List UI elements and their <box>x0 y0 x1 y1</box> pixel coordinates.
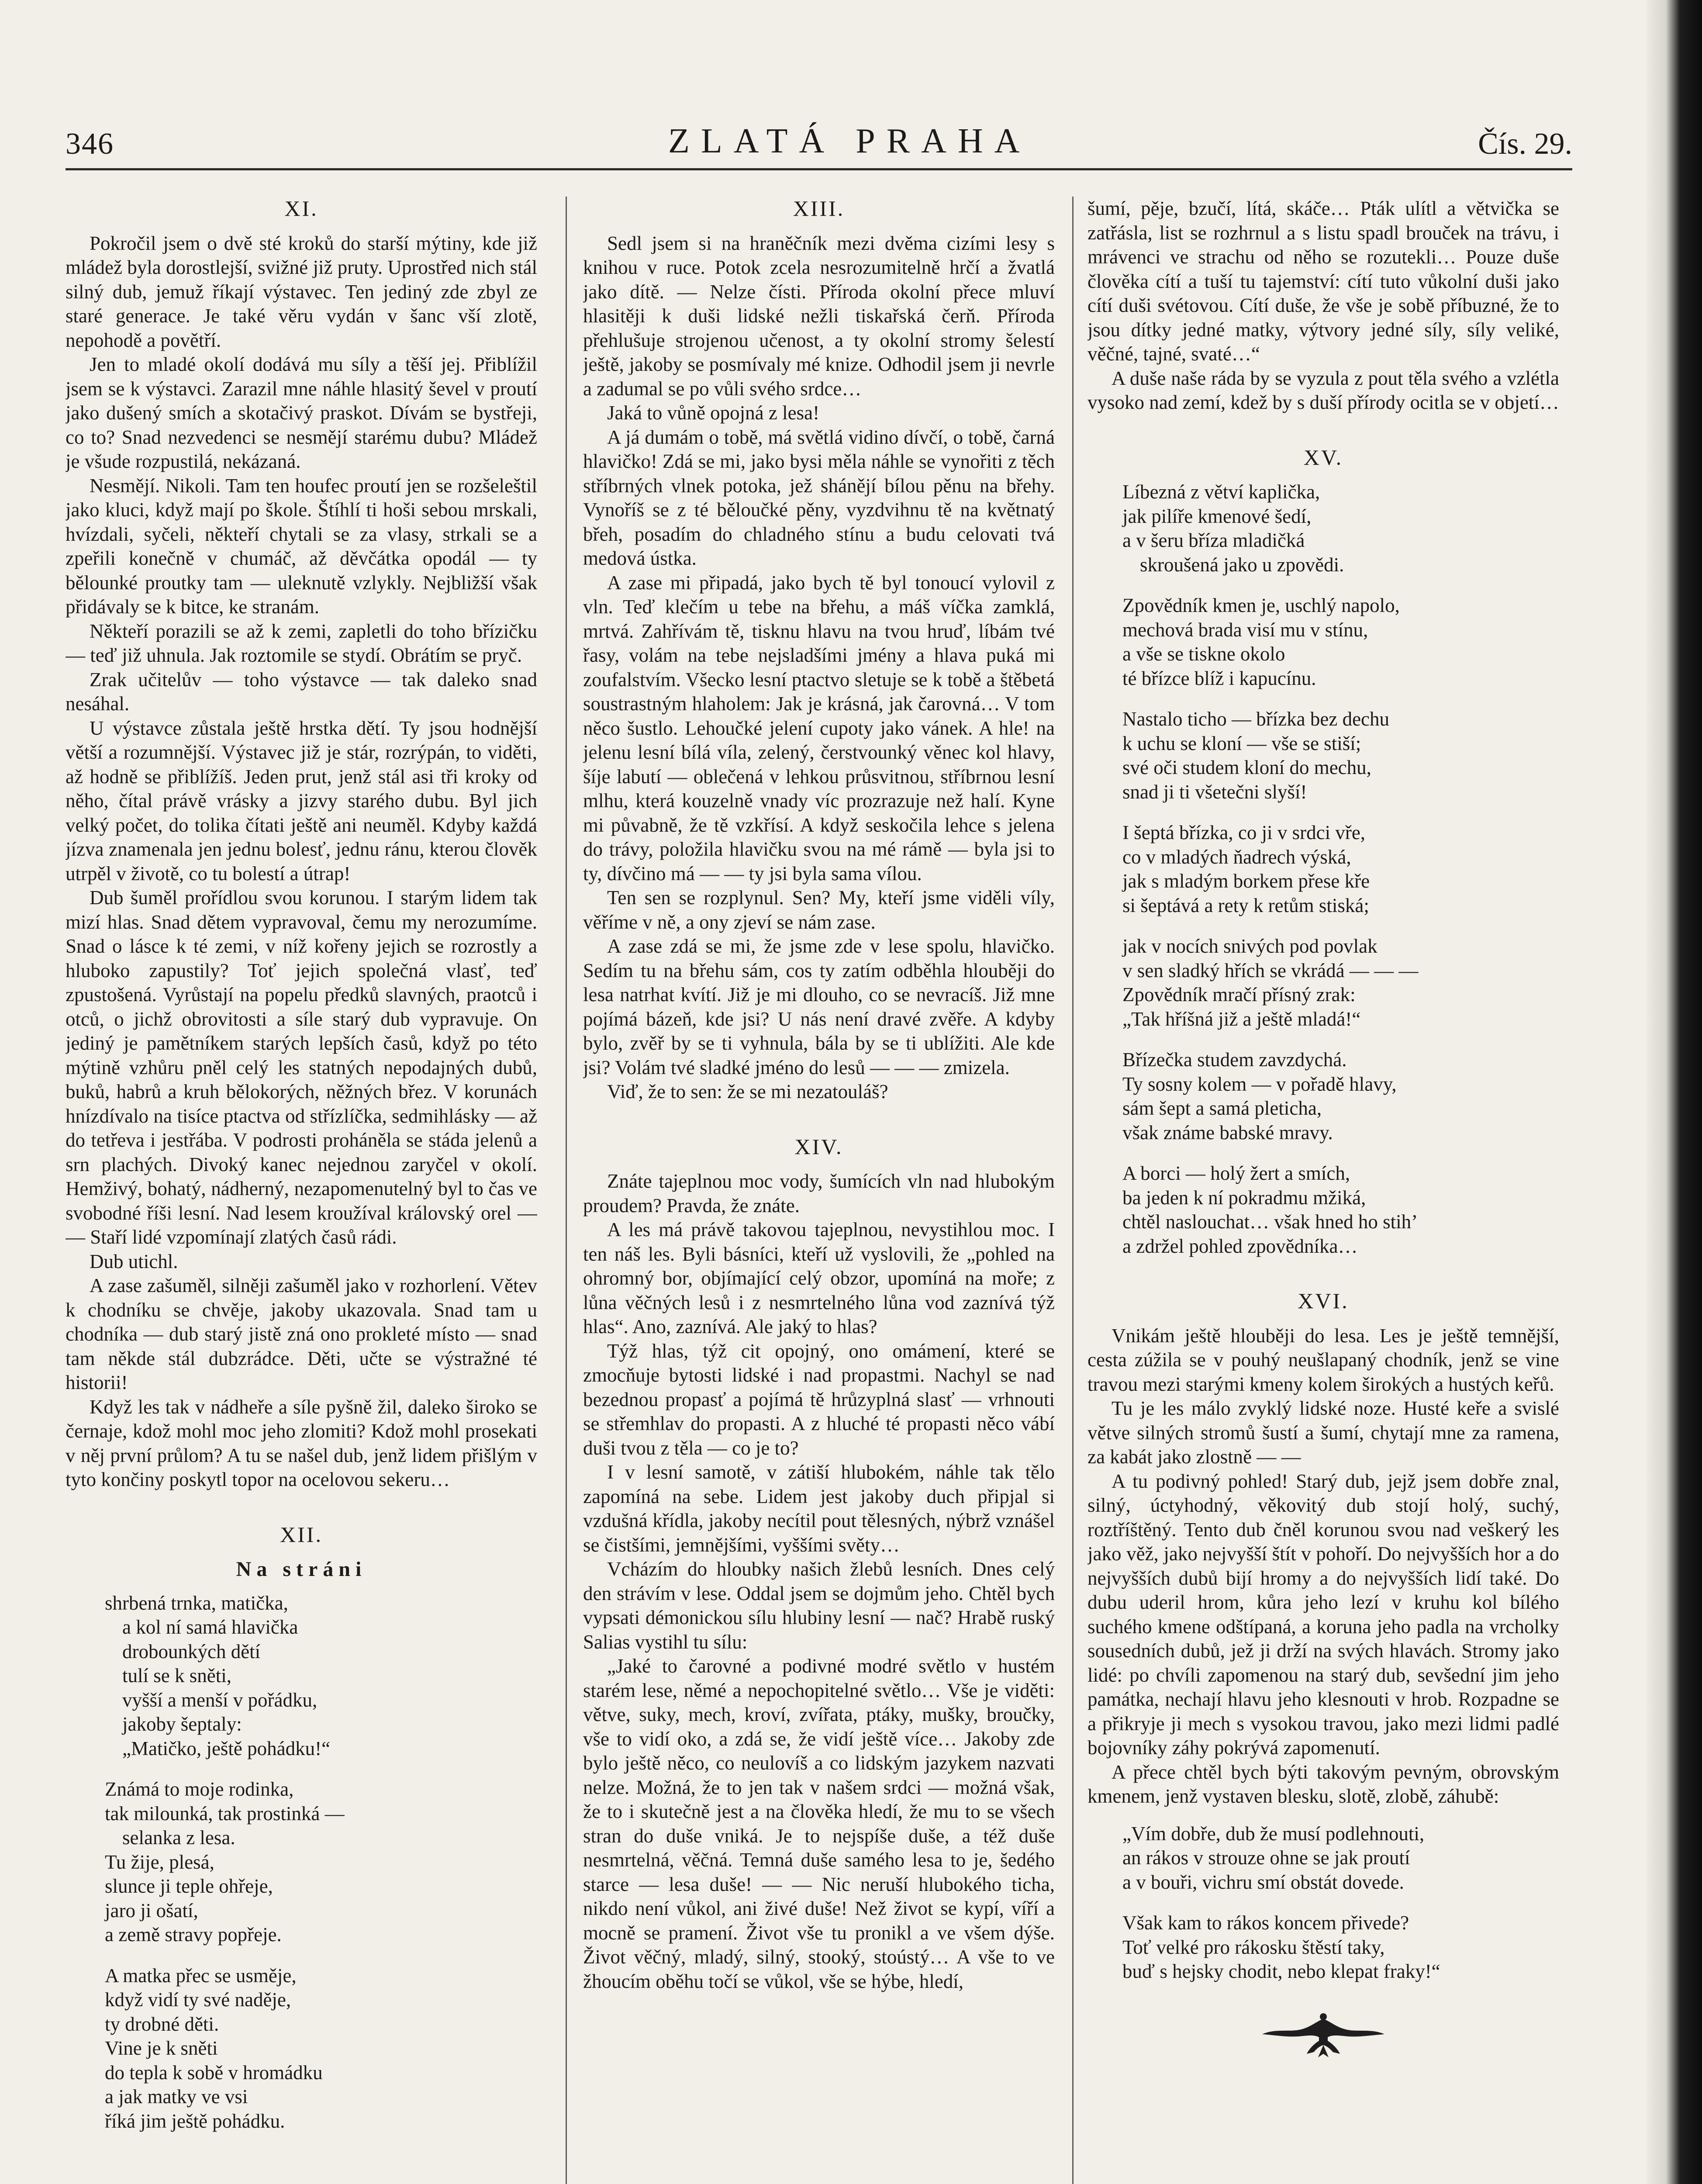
poem-line: co v mladých ňadrech výská, <box>1122 846 1351 868</box>
paragraph: Dub šuměl prořídlou svou korunou. I starým lidem tak mizí hlas. Snad dětem vypravoval, čemu my nerozumíme. Snad o lásce k té zemi, v níž kořeny jejich se rozrostly a hluboko zapustily? Toť jejich společná vlasť, teď zpustošená. Vyrůstají na popelu předků slavných, praotců i otců, o jichž obrovitosti a síle starý dub vypravuje. On jediný je pamětníkem starých lepších časů, když po této mýtině vzhůru pněl celý les statných nepodajných dubů, buků, habrů a kruh bělokorých, něžných břez. V korunách hnízdívalo na tisíce ptactva od střízlíčka, sedmihlásky — až do tetřeva i jestřába. V podrosti proháněla se stáda jelenů a srn plachých. Divoký kanec nejednou zaryčel v okolí. Hemživý, bohatý, nádherný, nezapomenutelný byl to čas ve svobodné říši lesní. Nad lesem kroužíval královský orel — — Staří lidé vzpomínají zlatých časů rádi. <box>66 887 537 1248</box>
section-heading-xii: XII. <box>280 1522 323 1547</box>
poem-line: mechová brada visí mu v stínu, <box>1122 619 1368 641</box>
poem-line: A borci — holý žert a smích, <box>1122 1162 1350 1184</box>
poem-line: Vine je k sněti <box>105 2037 218 2059</box>
poem-line: a kol ní samá hlavička <box>122 1616 298 1638</box>
section-xvi-body <box>1087 1324 1559 1809</box>
poem-line: „Vím dobře, dub že musí podlehnouti, <box>1122 1822 1425 1845</box>
paragraph: Tu je les málo zvyklý lidské noze. Husté keře a svislé větve silných stromů šustí a šumí, chytají mne za ramena, za kabát jako zlostně — — <box>1087 1397 1559 1468</box>
poem-line: shrbená trnka, matička, <box>105 1592 288 1614</box>
poem-line: však známe babské mravy. <box>1122 1121 1333 1144</box>
magazine-title: ZLATÁ PRAHA <box>668 122 1031 160</box>
poem-line: a země stravy popřeje. <box>105 1924 282 1946</box>
column-right <box>1087 197 1559 2184</box>
poem-line: jaro ji ošatí, <box>105 1899 198 1921</box>
poem-line: do tepla k sobě v hromádku <box>105 2061 323 2084</box>
paragraph: U výstavce zůstala ještě hrstka dětí. Ty jsou hodnější větší a rozumnější. Výstavec již je stár, rozrýpán, to viděti, až hodně se přiblížíš. Jeden prut, jenž stál asi tři kroky od něho, čítal právě vrásky a jizvy starého dubu. Byl jich velký počet, do tolika čítati ještě ani neuměl. Kdyby každá jízva znamenala jen jednu bolesť, jednu ránu, kterou člověk utrpěl v životě, co tu bolestí a útrap! <box>66 717 537 885</box>
poem-title: Na stráni <box>236 1558 367 1581</box>
poem-line: chtěl naslouchat… však hned ho stih’ <box>1122 1211 1418 1233</box>
poem-line: drobounkých dětí <box>122 1640 261 1662</box>
poem-line: Břízečka studem zavzdychá. <box>1122 1049 1347 1071</box>
paragraph: „Jaké to čarovné a podivné modré světlo v hustém starém lese, němé a nepochopitelné světlo… Vše je viděti: větve, suky, mech, kroví, zvířata, ptáky, mušky, broučky, vše to vidí oko, a zdá se, že vidí ještě více… Jakoby zde bylo ještě něco, co neulovíš a co lidským jazykem nazvati nelze. Možná, že to jen tak v našem srdci — možná však, že to i skutečně jest a na člověka hledí, že mu to se všech stran do duše vniká. Je to nejspíše duše, a též duše nesmrtelná, věčná. Temná duše samého lesa to je, šedého starce — lesa duše! — — Nic neruší hlubokého ticha, nikdo není vůkol, ani živé duše! Než život se kypí, víří a mocně se pramení. Život vše tu pronikl a ve všem dýše. Život věčný, mladý, silný, stooký, stoústý… A vše to ve žhoucím oběhu točí se vůkol, vše se hýbe, hledí, <box>583 1655 1055 1992</box>
section-heading-xiv: XIV. <box>794 1134 843 1159</box>
poem-stanza <box>1087 1911 1559 1984</box>
column-divider <box>1072 197 1074 2184</box>
poem-line: skroušená jako u zpovědi. <box>1140 553 1344 576</box>
section-xi-body <box>66 232 537 1492</box>
column-left <box>66 197 537 2184</box>
section-xiv-body <box>583 1169 1055 1994</box>
paragraph: Někteří porazili se až k zemi, zapletli do toho břízičku — teď již uhnula. Jak roztomile se stydí. Obrátím se pryč. <box>66 620 537 666</box>
poem-stanza <box>1087 594 1559 691</box>
poem-stanza <box>66 1591 537 1761</box>
poem-line: jak v nocích snivých pod povlak <box>1122 935 1377 957</box>
paragraph: Sedl jsem si na hraněčník mezi dvěma cizími lesy s knihou v ruce. Potok zcela nesrozumitelně hrčí a žvatlá jako dítě. — Nelze čísti. Příroda okolní přece mluví hlasitěji k duši lidské nežli tiskařská čerň. Příroda přehlušuje strojenou učenost, a ty okolní stromy šelestí ještě, jakoby se posmívaly mé knize. Odhodil jsem ji nevrle a zadumal se po vůli svého srdce… <box>583 232 1055 400</box>
section-heading-xv: XV. <box>1303 445 1343 470</box>
poem-line: Ty sosny kolem — v pořadě hlavy, <box>1122 1073 1397 1095</box>
poem-line: Tu žije, plesá, <box>105 1851 214 1873</box>
poem-line: snad ji ti všetečni slyší! <box>1122 781 1307 803</box>
poem-stanza <box>66 1964 537 2134</box>
poem-line: a v bouři, vichru smí obstát dovede. <box>1122 1871 1404 1893</box>
poem-line: a jak matky ve vsi <box>105 2086 248 2108</box>
paragraph: Nesmějí. Nikoli. Tam ten houfec proutí jen se rozšeleštil jako kluci, když mají po škole. Štíhlí ti hoši sebou mrskali, hvízdali, syčeli, někteří chytali se za vlasy, strkali se a zpeřili konečně v chumáč, až děvčátka opodál — ty bělounké proutky tam — uleknutě vzlykly. Nejbližší však přidávaly se k bitce, ke stranám. <box>66 474 537 618</box>
poem-line: a zdržel pohled zpovědníka… <box>1122 1235 1358 1257</box>
poem-line: vyšší a menší v pořádku, <box>122 1689 318 1711</box>
poem-line: A matka přec se usměje, <box>105 1964 297 1987</box>
paragraph: Viď, že to sen: že se mi nezatouláš? <box>607 1081 888 1102</box>
paragraph: A zase zašuměl, silněji zašuměl jako v rozhorlení. Větev k chodníku se chvěje, jakoby ukazovala. Snad tam u chodníka — dub starý jistě zná ono prokleté místo — snad tam někde stál dubzrádce. Děti, učte se výstražné té historii! <box>66 1275 537 1393</box>
poem-line: Toť velké pro rákosku štěstí taky, <box>1122 1936 1385 1958</box>
poem-line: Zpovědník kmen je, uschlý napolo, <box>1122 594 1400 616</box>
poem-line: buď s hejsky chodit, nebo klepat fraky!“ <box>1122 1960 1440 1982</box>
paragraph: Ten sen se rozplynul. Sen? My, kteří jsme viděli víly, věříme v ně, a ony zjeví se nám zase. <box>583 887 1055 933</box>
poem-stanza <box>66 1777 537 1947</box>
page-header <box>66 109 1572 175</box>
poem-line: té břízce blíž i kapucínu. <box>1122 667 1316 689</box>
paragraph: A les má právě takovou tajeplnou, nevystihlou moc. I ten náš les. Byli básníci, kteří už vyslovili, že „pohled na ohromný bor, objímající celý obzor, upomíná na moře; z lůna věčných lesů i z nesmrtelného lůna vod zaznívá týž hlas“. Ano, zaznívá. Ale jaký to hlas? <box>583 1219 1055 1337</box>
poem-stanza <box>1087 480 1559 577</box>
paragraph: A přece chtěl bych býti takovým pevným, obrovským kmenem, jenž vystaven blesku, slotě, zlobě, záhubě: <box>1087 1761 1559 1807</box>
page-edge-shadow <box>1647 0 1702 2184</box>
poem-line: „Matičko, ještě pohádku!“ <box>122 1737 331 1759</box>
poem-line: Známá to moje rodinka, <box>105 1778 294 1800</box>
paragraph: Znáte tajeplnou moc vody, šumících vln nad hlubokým proudem? Pravda, že znáte. <box>583 1170 1055 1216</box>
poem-line: a v šeru bříza mladičká <box>1122 529 1305 551</box>
poem-line: říká jim ještě pohádku. <box>105 2110 285 2132</box>
poem-line: a vše se tiskne okolo <box>1122 643 1285 665</box>
poem-line: jak s mladým borkem přese kře <box>1122 870 1370 892</box>
poem-line: Zpovědník mračí přísný zrak: <box>1122 984 1356 1006</box>
paragraph: A zase mi připadá, jako bych tě byl tonoucí vylovil z vln. Teď klečím u tebe na břehu, a máš víčka zamklá, mrtvá. Zahřívám tě, tisknu hlavu na tvou hruď, líbám tvé řasy, volám na tebe nejsladšími jmény a hlava puká mi zoufalstvím. Všecko lesní ptactvo sletuje se k tobě a štěbetá soustrastným hlaholem: Jak je krásná, jak čarovná… V tom něco šustlo. Lehoučké jelení cupoty jako vánek. A hle! na jelenu lesní bílá víla, zelený, čerstvounký věnec kol hlavy, šíje labutí — oblečená v lehkou průsvitnou, stříbrnou lesní mlhu, která kouzelně vnady víc prozrazuje než halí. Kyne mi půvabně, že tě vzkřísí. A když seskočila lehce s jelena do trávy, položila hlavičku svou na mé rámě — byla jsi to ty, dívčino má — — ty jsi byla sama vílou. <box>583 571 1055 885</box>
paragraph: A duše naše ráda by se vyzula z pout těla svého a vzlétla vysoko nad zemí, kdež by s duší přírody ocitla se v objetí… <box>1087 367 1559 413</box>
page-number: 346 <box>66 127 114 161</box>
eagle-ornament-icon <box>1258 2010 1389 2058</box>
paragraph: Jaká to vůně opojná z lesa! <box>607 402 820 424</box>
section-heading-xi: XI. <box>284 197 318 221</box>
section-xiii-body <box>583 232 1055 1104</box>
section-heading-xiii: XIII. <box>793 197 845 221</box>
poem-line: jakoby šeptaly: <box>122 1713 242 1735</box>
paragraph: Vcházím do hloubky našich žlebů lesních. Dnes celý den strávím v lese. Oddal jsem se dojmům jeho. Chtěl bych vypsati démonickou sílu hlubiny lesní — nač? Hrabě ruský Salias vystihl tu sílu: <box>583 1558 1055 1653</box>
poem-line: ty drobné děti. <box>105 2013 219 2035</box>
poem-line: k uchu se kloní — vše se stiší; <box>1122 732 1361 754</box>
paragraph: I v lesní samotě, v zátiší hlubokém, náhle tak tělo zapomíná na sebe. Lidem jest jakoby duch připjal si vzdušná křídla, jakoby necítil pout tělesných, nýbrž vznášel se čistšími, jemnějšími, vyššími světy… <box>583 1461 1055 1556</box>
paragraph: Když les tak v nádheře a síle pyšně žil, daleko široko se černaje, kdož mohl moc jeho zlomiti? Kdož mohl prosekati v něj první průlom? A tu se našel dub, jenž lidem přišlým v tyto končiny poskytl topor na ocelovou sekeru… <box>66 1396 537 1490</box>
poem-line: Však kam to rákos koncem přivede? <box>1122 1912 1409 1934</box>
paragraph: Dub utichl. <box>90 1250 178 1272</box>
poem-line: Nastalo ticho — břízka bez dechu <box>1122 708 1390 730</box>
poem-stanza <box>1087 1161 1559 1258</box>
poem-line: „Tak hříšná již a ještě mladá!“ <box>1122 1008 1361 1030</box>
poem-line: selanka z lesa. <box>122 1827 235 1849</box>
poem-stanza <box>1087 1048 1559 1145</box>
poem-line: I šeptá břízka, co ji v srdci vře, <box>1122 822 1366 843</box>
column-divider <box>566 197 567 2184</box>
poem-line: když vidí ty své naděje, <box>105 1989 291 2011</box>
paragraph: Pokročil jsem o dvě sté kroků do starší mýtiny, kde již mládež byla dorostlejší, svižné již pruty. Uprostřed nich stál silný dub, jemuž říkají výstavec. Ten jediný zde zbyl ze staré generace. Je také věru vydán v šanc vší zlotě, nepohodě a povětří. <box>66 232 537 351</box>
paragraph: Jen to mladé okolí dodává mu síly a těší jej. Přiblížil jsem se k výstavci. Zarazil mne náhle hlasitý ševel v proutí jako dušený smích a skotačivý praskot. Dívám se bystřeji, co to? Snad nezvedenci se nesmějí starému dubu? Mládež je všude rozpustilá, nekázaná. <box>66 353 537 472</box>
issue-number: Čís. 29. <box>1478 127 1572 161</box>
paragraph: A zase zdá se mi, že jsme zde v lese spolu, hlavičko. Sedím tu na břehu sám, cos ty zatím odběhla hlouběji do lesa natrhat kvítí. Již je mi dlouho, co se nevracíš. Již mne pojímá bázeň, kde jsi? U nás není dravé zvěře. A kdyby bylo, zvěř by se ti vyhnula, bála by se ti ublížiti. Ale kde jsi? Volám tvé sladké jméno do lesů — — — zmizela. <box>583 935 1055 1078</box>
poem-stanza <box>1087 1822 1559 1895</box>
poem-line: tulí se k sněti, <box>122 1665 231 1686</box>
column-middle <box>583 197 1055 2184</box>
paragraph: Vnikám ještě hlouběji do lesa. Les je ještě temnější, cesta zúžila se v pouhý neušlapaný chodník, jenž se vine travou mezi starými kmeny kolem širokých a hustých keřů. <box>1087 1324 1559 1395</box>
poem-line: jak pilíře kmenové šedí, <box>1122 505 1312 527</box>
poem-line: si šeptává a rety k retům stiská; <box>1122 894 1369 916</box>
poem-line: své oči studem kloní do mechu, <box>1122 757 1371 778</box>
header-rule <box>66 168 1572 170</box>
poem-stanza <box>1087 821 1559 918</box>
section-heading-xvi: XVI. <box>1298 1289 1349 1313</box>
paragraph: Týž hlas, týž cit opojný, ono omámení, které se zmocňuje bytosti lidské i nad propastmi. Nachyl se nad bezednou propasť a pojímá tě hrůzyplná slasť — vrhnouti se střemhlav do propasti. A z hluché té propasti něco vábí duši tvou z těla — co je to? <box>583 1340 1055 1459</box>
poem-line: sám šept a samá pleticha, <box>1122 1097 1322 1119</box>
poem-line: Líbezná z větví kaplička, <box>1122 481 1320 503</box>
paragraph: A já dumám o tobě, má světlá vidino dívčí, o tobě, čarná hlavičko! Zdá se mi, jako bysi měla náhle se vynořiti z těch stříbrných vlnek potoka, jež shánějí bílou pěnu na břehy. Vynoříš se z té běloučké pěny, vyzdvihnu tě na květnatý břeh, posadím do chladného stínu a budu celovati tvá medová ústka. <box>583 426 1055 569</box>
paragraph: Zrak učitelův — toho výstavce — tak daleko snad nesáhal. <box>66 668 537 715</box>
poem-stanza <box>1087 934 1559 1031</box>
poem-line: ba jeden k ní pokradmu mžiká, <box>1122 1186 1366 1209</box>
poem-line: v sen sladký hřích se vkrádá — — — <box>1122 959 1419 981</box>
paragraph-continued: šumí, pěje, bzučí, lítá, skáče… Pták ulítl a větvička se zatřásla, list se rozhrnul a s listu spadl brouček na trávu, i mrávenci ve strachu od něho se rozutekli… Pouze duše člověka cítí a tuší tu tajemství: cítí tuto vůkolní duši jako cítí duši svétovou. Cítí duše, že vše je sobě příbuzné, že to jsou dítky jedné matky, výtvory jedné síly, síly veliké, věčné, tajné, svaté…“ <box>1087 197 1559 365</box>
poem-line: slunce ji teple ohřeje, <box>105 1875 273 1897</box>
poem-line: tak milounká, tak prostinká — <box>105 1802 345 1825</box>
poem-line: an rákos v strouze ohne se jak proutí <box>1122 1847 1410 1869</box>
paragraph: A tu podivný pohled! Starý dub, jejž jsem dobře znal, silný, úctyhodný, věkovitý dub stojí holý, suchý, roztříštěný. Tento dub čněl korunou svou nad veškerý les jako věž, jako nejvyšší štít v pohoří. Do nejvyšších hor a do nejvyšších dubů bijí hromy a do nejvyšších lidí také. Do dubu uderil hrom, kůra jeho lezí v kruhu kol bílého suchého kmene odštípaná, a koruna jeho padla na vrcholky sousedních dubů, jež ji drží na svých hlavách. Stromy jako lidé: po chvíli zapomenou na starý dub, sevšední jim jeho památka, nechají hlavu jeho klesnouti v hrob. Rozpadne se a přikryje ji mech s vysokou travou, jako mezi lidmi padlé bojovníky záhy pokrývá zapomenutí. <box>1087 1470 1559 1759</box>
poem-stanza <box>1087 707 1559 804</box>
